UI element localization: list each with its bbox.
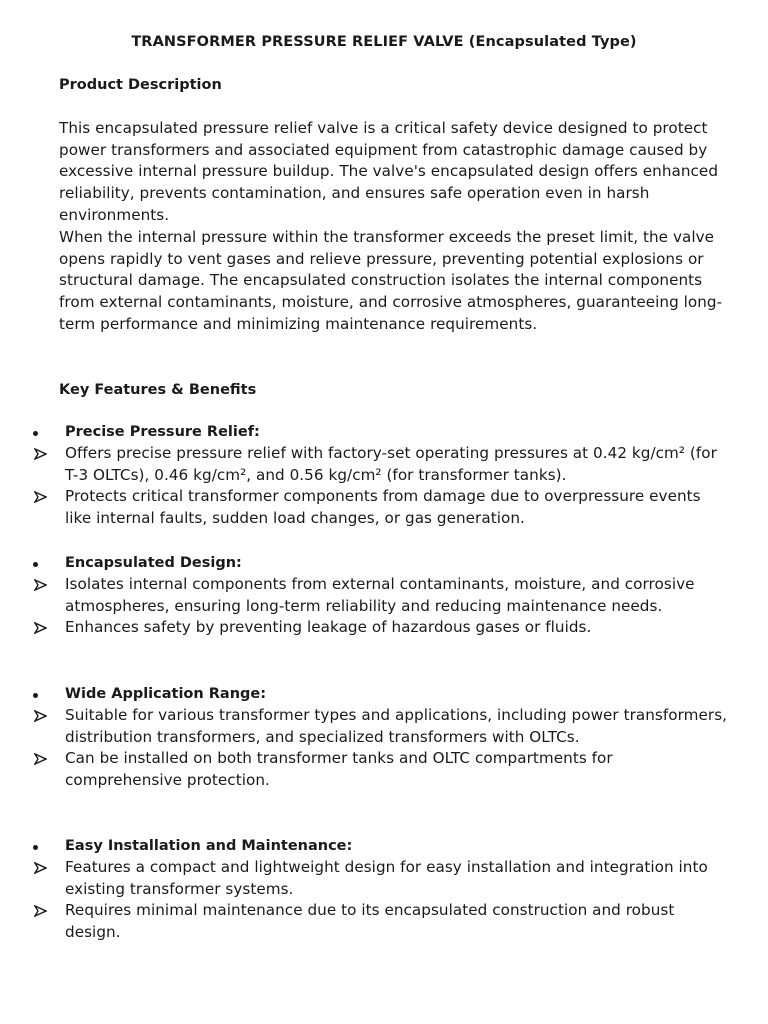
arrowhead-icon	[34, 862, 47, 874]
bullet-dot-icon	[33, 693, 38, 698]
arrowhead-icon	[34, 579, 47, 591]
feature-point-text: Offers precise pressure relief with factory-set operating pressures at 0.42 kg/cm² (for T-3 OLTCs), 0.46 kg/cm², and 0.56 kg/cm² (for transformer tanks).	[65, 444, 717, 484]
feature-section	[0, 421, 768, 530]
feature-title: Encapsulated Design:	[65, 555, 242, 571]
feature-title-row	[0, 552, 768, 574]
feature-point	[0, 617, 730, 639]
feature-title-row	[0, 683, 768, 705]
feature-point-text: Requires minimal maintenance due to its encapsulated construction and robust design.	[65, 901, 675, 942]
feature-title: Precise Pressure Relief:	[65, 424, 260, 440]
feature-section	[0, 683, 768, 792]
description-paragraph-1: This encapsulated pressure relief valve is a critical safety device designed to protect power transformers and associated equipment from catastrophic damage caused by excessive internal pressure buildup. The valve's encapsulated design offers enhanced reliability, prevents contamination, and ensures safe operation even in harsh environments.	[59, 119, 719, 224]
product-description-heading: Product Description	[59, 77, 222, 93]
feature-title-row	[0, 835, 768, 857]
feature-title: Easy Installation and Maintenance:	[65, 838, 353, 854]
feature-point-text: Protects critical transformer components from damage due to overpressure events like internal faults, sudden load changes, or gas generation.	[65, 487, 701, 528]
arrowhead-icon	[34, 753, 47, 765]
feature-title-row	[0, 421, 768, 443]
feature-point	[0, 900, 730, 943]
arrowhead-icon	[34, 491, 47, 503]
arrowhead-icon	[34, 710, 47, 722]
description-paragraph-2: When the internal pressure within the transformer exceeds the preset limit, the valve opens rapidly to vent gases and relieve pressure, preventing potential explosions or structural damage. The encapsulated construction isolates the internal components from external contaminants, moisture, and corrosive atmospheres, guaranteeing long-term performance and minimizing maintenance requirements.	[59, 228, 723, 333]
arrowhead-icon	[34, 622, 47, 634]
feature-point-text: Can be installed on both transformer tanks and OLTC compartments for comprehensive protection.	[65, 749, 613, 790]
feature-point-text: Enhances safety by preventing leakage of hazardous gases or fluids.	[65, 618, 592, 637]
feature-point-text: Features a compact and lightweight design for easy installation and integration into existing transformer systems.	[65, 858, 708, 898]
feature-point-text: Isolates internal components from external contaminants, moisture, and corrosive atmospheres, ensuring long-term reliability and reducing maintenance needs.	[65, 575, 695, 615]
feature-point	[0, 857, 730, 900]
bullet-dot-icon	[33, 845, 38, 850]
feature-point-text: Suitable for various transformer types and applications, including power transformers, distribution transformers, and specialized transformers with OLTCs.	[65, 706, 728, 746]
arrowhead-icon	[34, 905, 47, 917]
key-features-heading: Key Features & Benefits	[59, 382, 257, 398]
feature-point	[0, 705, 730, 748]
feature-point	[0, 748, 730, 791]
feature-point	[0, 574, 730, 617]
document-title: TRANSFORMER PRESSURE RELIEF VALVE (Encapsulated Type)	[131, 34, 637, 50]
feature-title: Wide Application Range:	[65, 686, 267, 702]
arrowhead-icon	[34, 448, 47, 460]
bullet-dot-icon	[33, 431, 38, 436]
bullet-dot-icon	[33, 562, 38, 567]
feature-section	[0, 835, 768, 944]
feature-section	[0, 552, 768, 639]
feature-point	[0, 443, 730, 486]
feature-point	[0, 486, 730, 529]
